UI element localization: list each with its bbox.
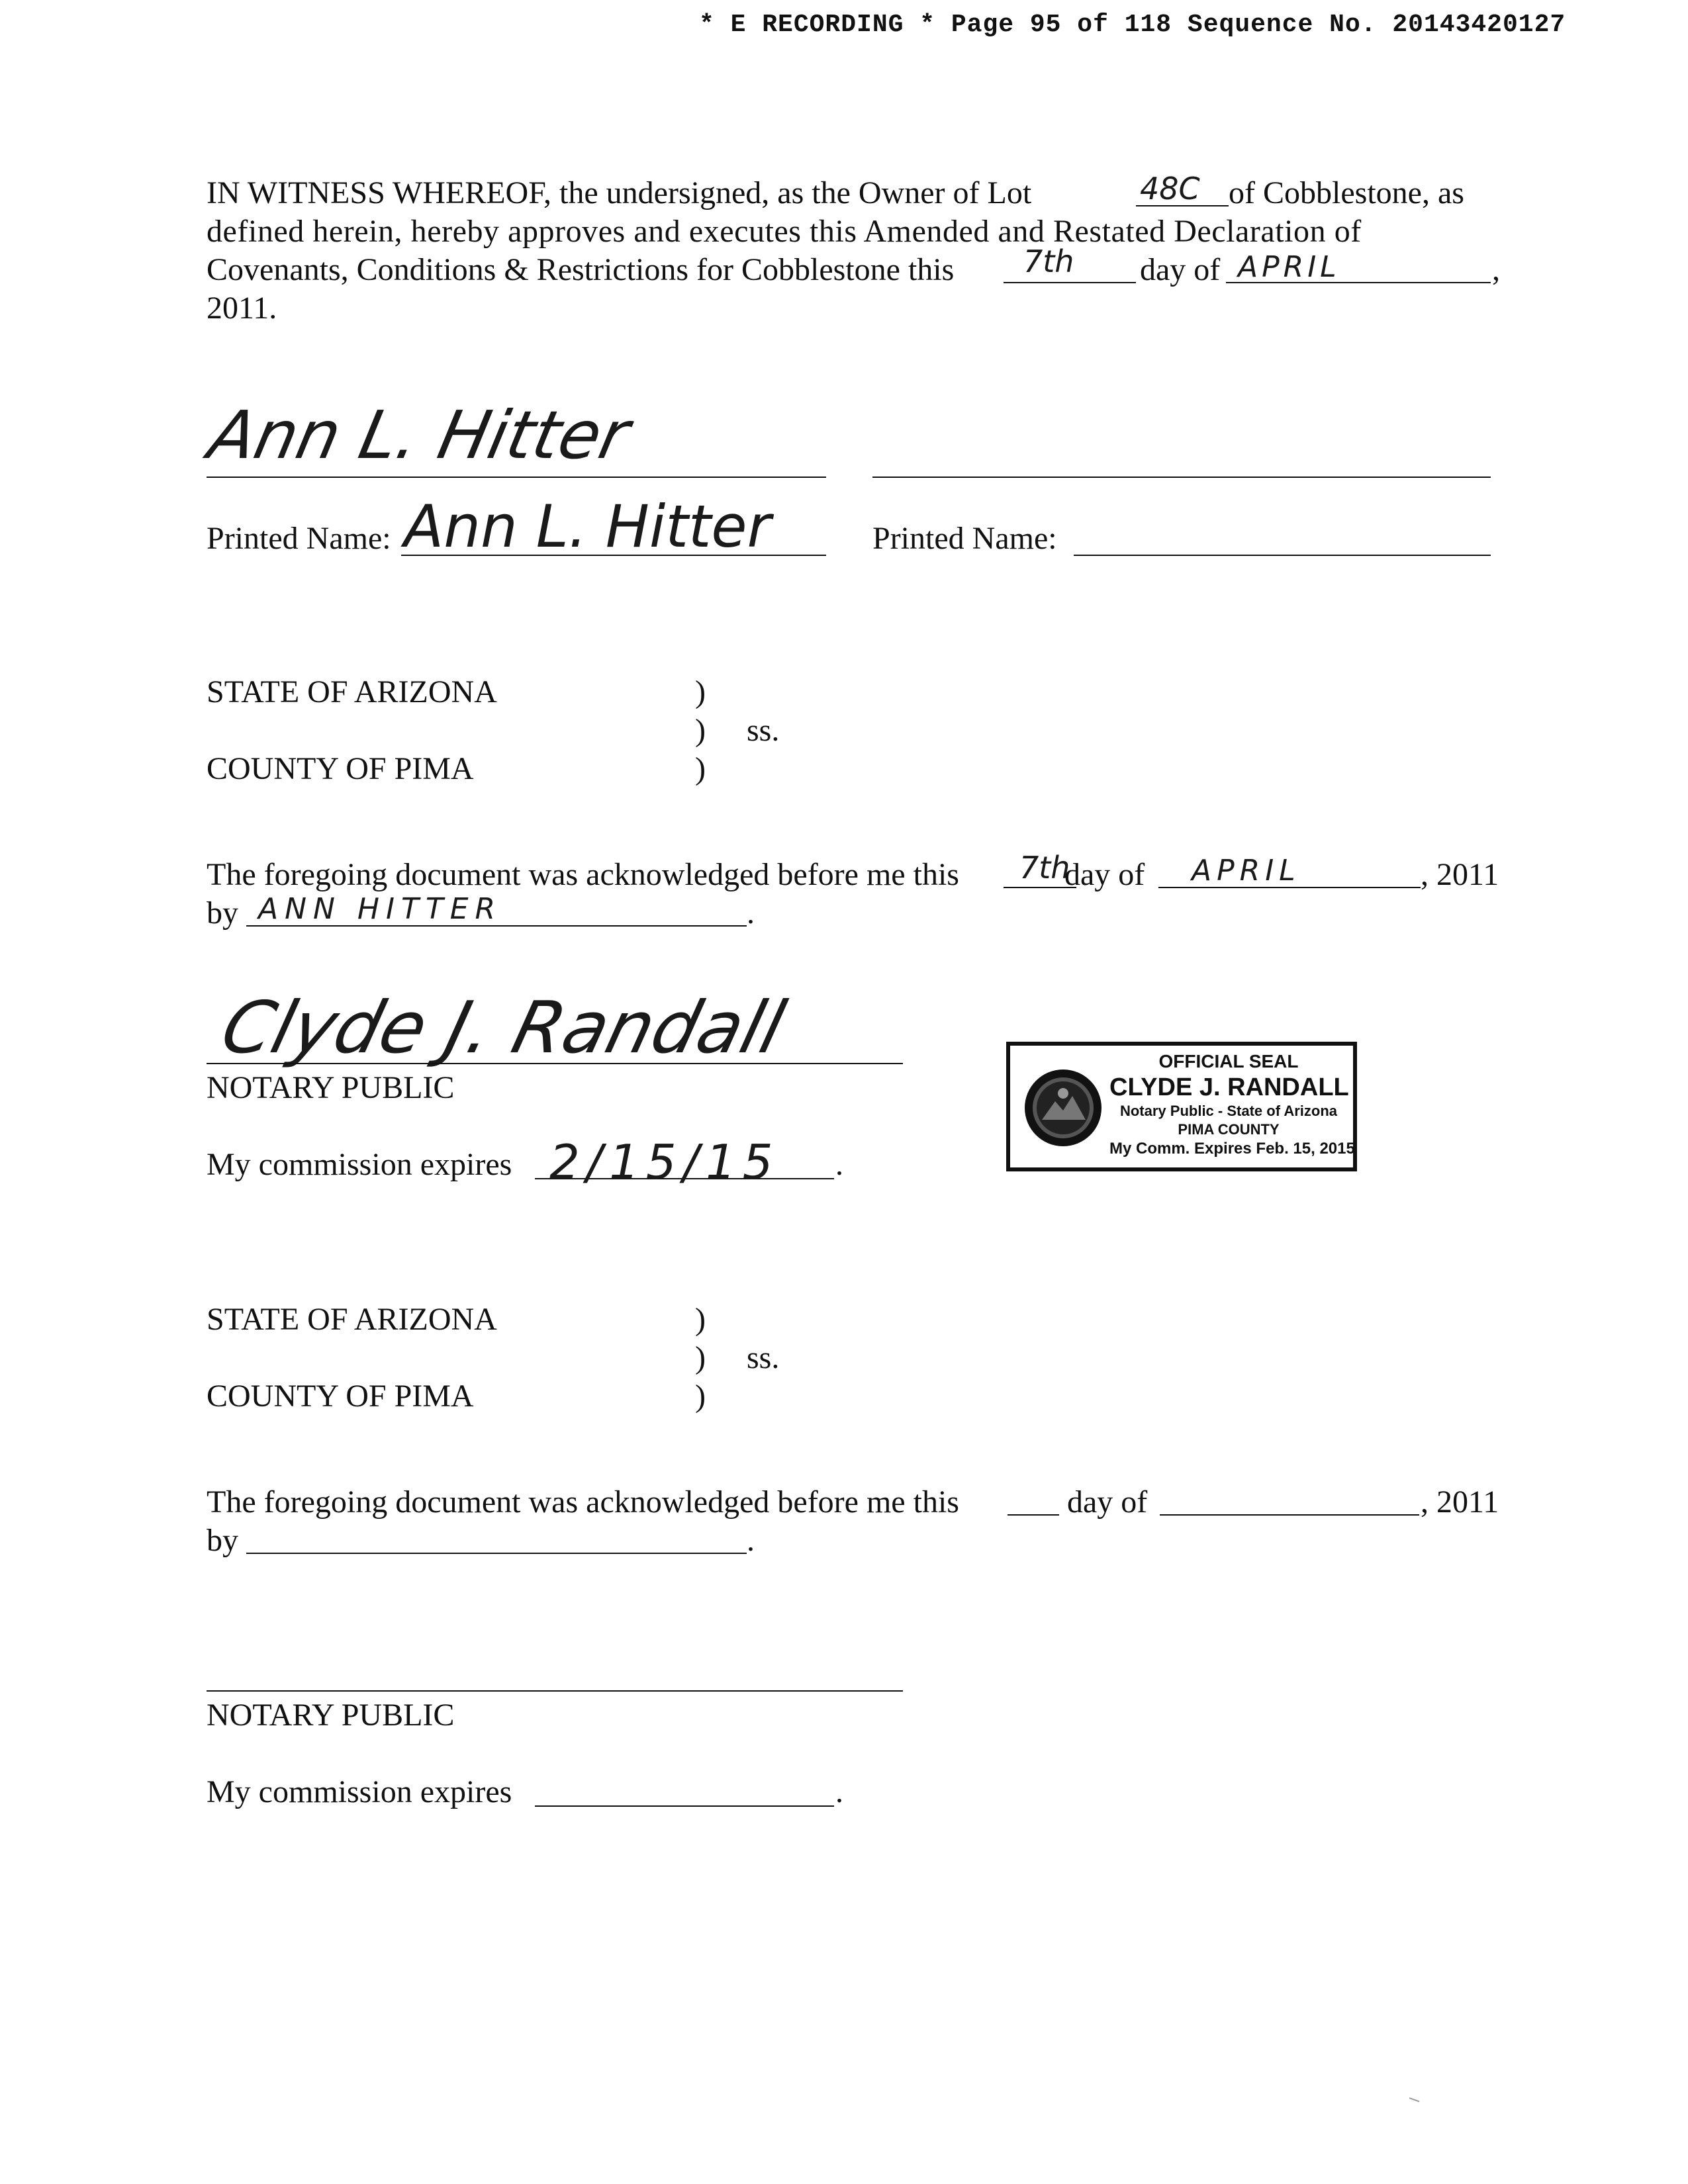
owner-signature: Ann L. Hitter — [202, 396, 636, 474]
seal-title: OFFICIAL SEAL — [1158, 1051, 1299, 1071]
commission-end: . — [835, 1774, 843, 1809]
witness-line3-post: , — [1492, 252, 1500, 287]
venue-state: STATE OF ARIZONA — [207, 1302, 497, 1337]
venue-county: COUNTY OF PIMA — [207, 1379, 474, 1414]
venue-paren: ) — [695, 751, 706, 786]
right-printed-name-line — [1074, 555, 1491, 556]
lot-number-handwritten: 48C — [1140, 171, 1200, 206]
seal-line1: Notary Public - State of Arizona — [1119, 1103, 1337, 1119]
month-handwritten: APRIL — [1238, 250, 1340, 284]
ack-by-label: by — [207, 1523, 238, 1558]
owner-signature-line — [207, 477, 826, 478]
witness-line1-post: of Cobblestone, as — [1229, 175, 1464, 210]
commission-label: My commission expires — [207, 1774, 512, 1809]
ack-year: , 2011 — [1421, 857, 1499, 892]
left-printed-name-handwritten: Ann L. Hitter — [404, 492, 771, 561]
arizona-state-seal-icon — [1022, 1067, 1104, 1149]
witness-line3-mid: day of — [1140, 252, 1221, 287]
commission-date-handwritten: 2/15/15 — [549, 1134, 780, 1190]
recording-header: * E RECORDING * Page 95 of 118 Sequence No. 20143420127 — [699, 11, 1566, 39]
commission-end: . — [835, 1147, 843, 1182]
seal-line2: PIMA COUNTY — [1178, 1121, 1280, 1138]
witness-line1-pre: IN WITNESS WHEREOF, the undersigned, as the Owner of Lot — [207, 175, 1032, 210]
venue-paren: ) — [695, 1379, 706, 1414]
ack-by-end: . — [747, 895, 755, 931]
notary-signature-line — [207, 1063, 903, 1064]
ack-by-label: by — [207, 895, 238, 931]
notary-public-label: NOTARY PUBLIC — [207, 1070, 455, 1105]
venue-ss: ss. — [747, 713, 780, 748]
official-seal-stamp — [1006, 1042, 1357, 1171]
ack-pre: The foregoing document was acknowledged before me this — [207, 1484, 959, 1520]
venue-paren: ) — [695, 674, 706, 709]
left-printed-name-line — [401, 555, 826, 556]
commission-label: My commission expires — [207, 1147, 512, 1182]
ack-day-blank — [1008, 1514, 1059, 1516]
seal-name: CLYDE J. RANDALL — [1109, 1073, 1349, 1101]
ack-pre: The foregoing document was acknowledged before me this — [207, 857, 959, 892]
witness-year: 2011. — [207, 291, 277, 326]
notary-signature-line — [207, 1690, 903, 1692]
commission-blank — [535, 1805, 834, 1807]
venue-county: COUNTY OF PIMA — [207, 751, 474, 786]
witness-line3-pre: Covenants, Conditions & Restrictions for Cobblestone this — [207, 252, 955, 287]
ack-year: , 2011 — [1421, 1484, 1499, 1520]
scan-mark — [1409, 2093, 1421, 2103]
ack-month-blank — [1160, 1514, 1419, 1516]
ack-mid: day of — [1067, 1484, 1148, 1520]
seal-line3: My Comm. Expires Feb. 15, 2015 — [1109, 1140, 1355, 1158]
second-signature-line — [872, 477, 1491, 478]
ack-day-handwritten: 7th — [1019, 850, 1070, 886]
notary-signature: Clyde J. Randall — [213, 987, 793, 1069]
venue-paren: ) — [695, 1302, 706, 1337]
ack-by-name-handwritten: ANN HITTER — [258, 892, 502, 926]
witness-line2: defined herein, hereby approves and executes this Amended and Restated Declaration of — [207, 214, 1362, 249]
venue-paren: ) — [695, 1340, 706, 1375]
venue-paren: ) — [695, 713, 706, 748]
ack-month-handwritten: APRIL — [1192, 854, 1301, 887]
venue-state: STATE OF ARIZONA — [207, 674, 497, 709]
notary-public-label: NOTARY PUBLIC — [207, 1698, 455, 1733]
left-printed-name-label: Printed Name: — [207, 521, 391, 556]
ack-by-blank — [246, 1553, 747, 1554]
day-handwritten: 7th — [1023, 244, 1074, 279]
ack-mid: day of — [1064, 857, 1145, 892]
venue-ss: ss. — [747, 1340, 780, 1375]
ack-by-end: . — [747, 1523, 755, 1558]
day-blank — [1004, 282, 1136, 283]
right-printed-name-label: Printed Name: — [872, 521, 1057, 556]
